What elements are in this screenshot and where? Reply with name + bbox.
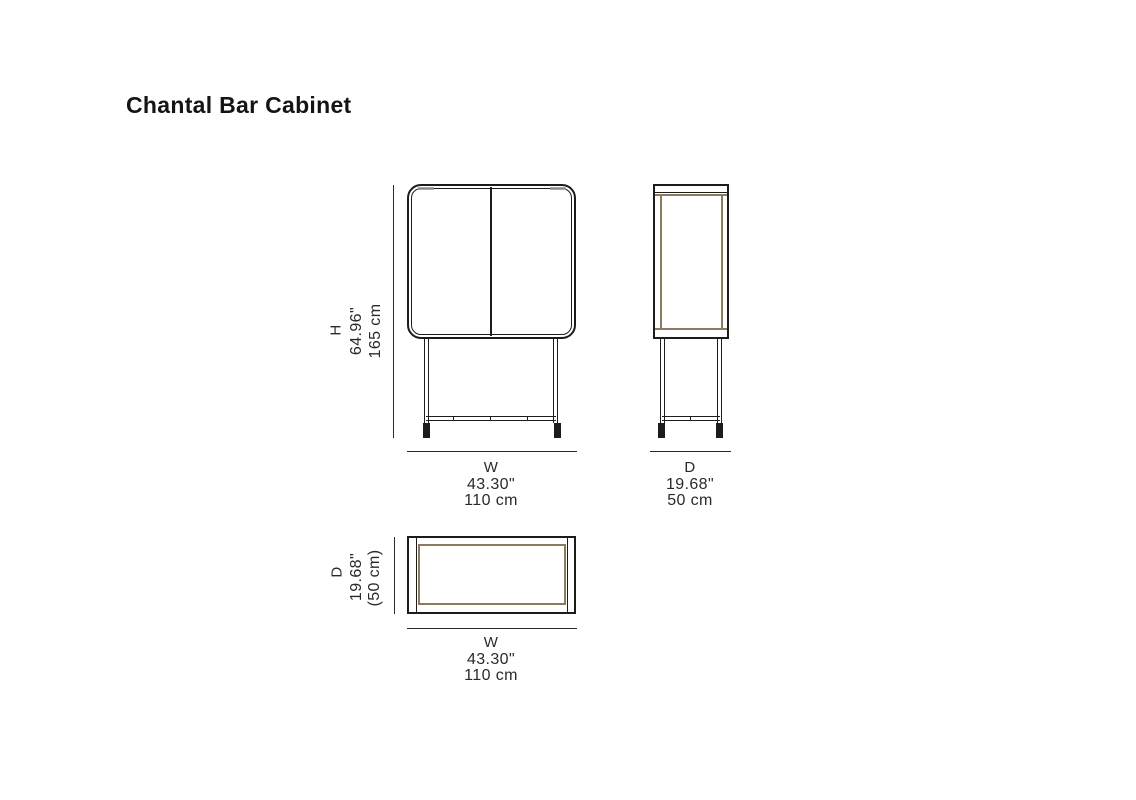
- front-foot-right: [554, 423, 561, 438]
- height-axis-label: H: [327, 324, 345, 336]
- height-dimension-line: [393, 185, 394, 438]
- side-leg-left: [660, 339, 665, 423]
- front-width-inches: 43.30": [466, 475, 516, 493]
- top-depth-inches-label: 19.68": [348, 552, 365, 602]
- side-leg-right: [717, 339, 722, 423]
- front-foot-left: [423, 423, 430, 438]
- page-title: Chantal Bar Cabinet: [126, 92, 352, 118]
- top-panel-edge-left: [416, 538, 417, 612]
- front-width-dimension-line: [407, 451, 577, 452]
- side-foot-left: [658, 423, 665, 438]
- front-stretcher-tick: [490, 416, 491, 421]
- top-width-dimension-line: [407, 628, 577, 629]
- side-depth-dimension-line: [650, 451, 731, 452]
- top-depth-dimension-line: [394, 537, 395, 614]
- side-stretcher: [662, 416, 720, 421]
- top-panel-edge-right: [567, 538, 568, 612]
- front-leg-right: [553, 339, 558, 423]
- side-top-edge-line: [655, 192, 727, 193]
- front-door-divider: [490, 187, 492, 336]
- side-stretcher-tick: [690, 416, 691, 421]
- side-foot-right: [716, 423, 723, 438]
- side-depth-axis: D: [684, 459, 696, 476]
- top-width-axis: W: [483, 634, 499, 651]
- front-leg-left: [424, 339, 429, 423]
- front-hinge-left: [418, 187, 434, 191]
- top-width-cm: 110 cm: [464, 667, 518, 684]
- top-width-inches: 43.30": [466, 650, 516, 668]
- top-depth-cm-label: (50 cm): [366, 549, 383, 607]
- top-wood-frame: [418, 544, 566, 605]
- height-inches-label: 64.96": [348, 306, 365, 356]
- height-cm-label: 165 cm: [367, 303, 384, 359]
- front-hinge-right: [550, 187, 566, 191]
- top-width-label: [421, 635, 561, 685]
- side-depth-inches: 19.68": [665, 475, 715, 493]
- front-width-label: [421, 460, 561, 510]
- front-stretcher-tick: [453, 416, 454, 421]
- top-depth-axis-label: D: [328, 566, 346, 578]
- front-stretcher-tick: [527, 416, 528, 421]
- front-width-cm: 110 cm: [464, 492, 518, 509]
- side-wood-bottom-line: [655, 328, 727, 330]
- side-depth-label: [630, 460, 750, 510]
- front-width-axis: W: [483, 459, 499, 476]
- side-depth-cm: 50 cm: [667, 492, 713, 509]
- front-stretcher: [426, 416, 556, 421]
- side-wood-frame: [660, 194, 723, 330]
